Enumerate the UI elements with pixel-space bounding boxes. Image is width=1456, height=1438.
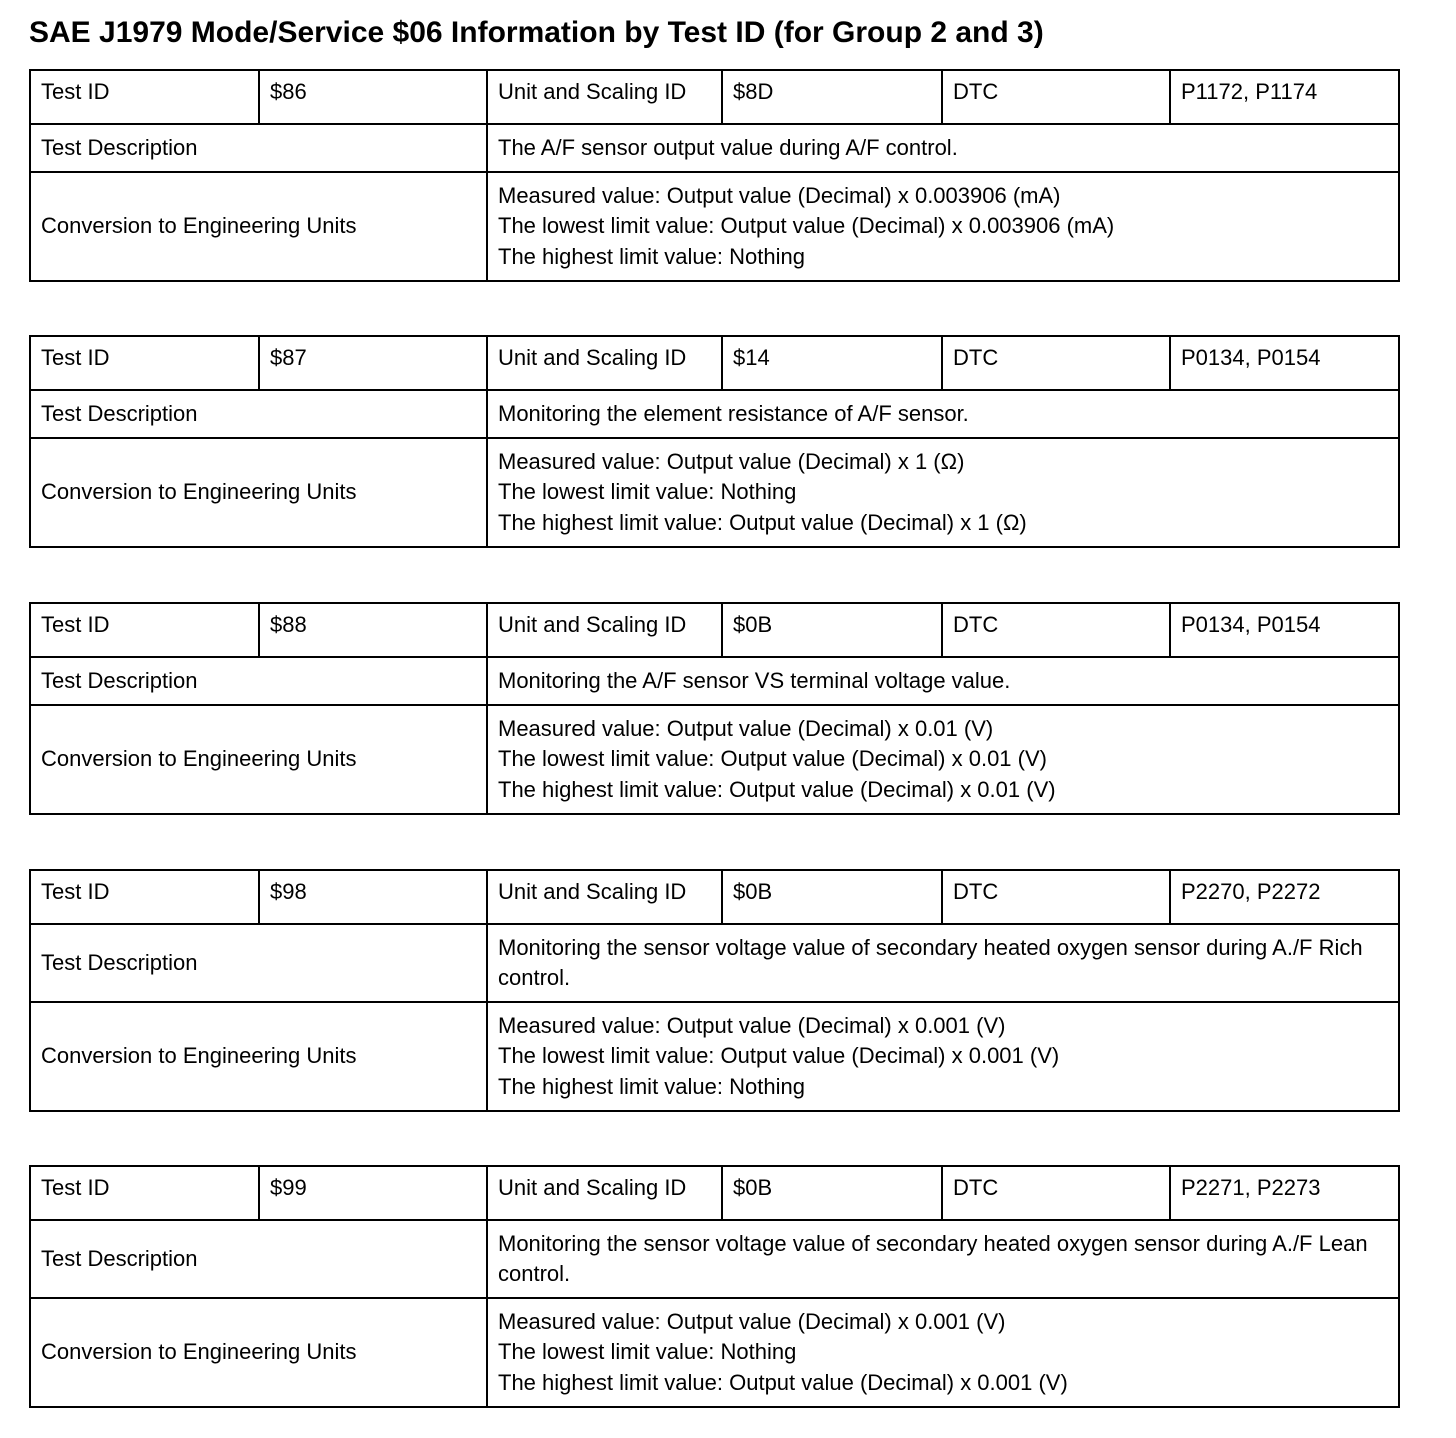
test-id-table bbox=[29, 335, 1400, 548]
conversion-label: Conversion to Engineering Units bbox=[30, 438, 487, 547]
conversion-line: The lowest limit value: Output value (Decimal) x 0.001 (V) bbox=[498, 1043, 1060, 1069]
header-row bbox=[30, 1166, 1399, 1220]
conversion-label: Conversion to Engineering Units bbox=[30, 1298, 487, 1407]
conversion-line: Measured value: Output value (Decimal) x 0.001 (V) bbox=[498, 1012, 1006, 1038]
conversion-row bbox=[30, 1298, 1399, 1407]
conversion-value bbox=[487, 705, 1399, 814]
test-description-value: Monitoring the sensor voltage value of secondary heated oxygen sensor during A./F Rich control. bbox=[487, 924, 1399, 1002]
conversion-label: Conversion to Engineering Units bbox=[30, 705, 487, 814]
test-description-value: The A/F sensor output value during A/F control. bbox=[487, 124, 1399, 172]
unit-scaling-value: $14 bbox=[722, 336, 942, 390]
unit-scaling-value: $0B bbox=[722, 870, 942, 924]
dtc-label: DTC bbox=[942, 1166, 1170, 1220]
test-description-value: Monitoring the A/F sensor VS terminal voltage value. bbox=[487, 657, 1399, 705]
conversion-value bbox=[487, 438, 1399, 547]
test-description-value: Monitoring the sensor voltage value of secondary heated oxygen sensor during A./F Lean control. bbox=[487, 1220, 1399, 1298]
test-id-table bbox=[29, 869, 1400, 1112]
header-row bbox=[30, 870, 1399, 924]
unit-scaling-label: Unit and Scaling ID bbox=[487, 70, 722, 124]
conversion-line: The lowest limit value: Output value (Decimal) x 0.003906 (mA) bbox=[498, 213, 1115, 239]
test-id-value: $99 bbox=[259, 1166, 487, 1220]
test-description-label: Test Description bbox=[30, 1220, 487, 1298]
test-id-label: Test ID bbox=[30, 870, 259, 924]
test-id-label: Test ID bbox=[30, 336, 259, 390]
conversion-line: The highest limit value: Output value (Decimal) x 0.001 (V) bbox=[498, 1369, 1068, 1395]
header-row bbox=[30, 70, 1399, 124]
page-title: SAE J1979 Mode/Service $06 Information by Test ID (for Group 2 and 3) bbox=[29, 16, 1044, 49]
dtc-value: P0134, P0154 bbox=[1170, 336, 1399, 390]
test-id-table bbox=[29, 69, 1400, 282]
conversion-label: Conversion to Engineering Units bbox=[30, 1002, 487, 1111]
test-id-label: Test ID bbox=[30, 1166, 259, 1220]
test-description-label: Test Description bbox=[30, 657, 487, 705]
test-description-value: Monitoring the element resistance of A/F sensor. bbox=[487, 390, 1399, 438]
dtc-value: P0134, P0154 bbox=[1170, 603, 1399, 657]
conversion-value bbox=[487, 1002, 1399, 1111]
dtc-label: DTC bbox=[942, 603, 1170, 657]
conversion-line: The lowest limit value: Nothing bbox=[498, 1339, 797, 1365]
dtc-value: P2271, P2273 bbox=[1170, 1166, 1399, 1220]
test-description-label: Test Description bbox=[30, 390, 487, 438]
test-id-table bbox=[29, 1165, 1400, 1408]
header-row bbox=[30, 603, 1399, 657]
description-row bbox=[30, 1220, 1399, 1298]
test-description-label: Test Description bbox=[30, 924, 487, 1002]
test-id-table bbox=[29, 602, 1400, 815]
conversion-line: Measured value: Output value (Decimal) x 0.01 (V) bbox=[498, 715, 994, 741]
dtc-label: DTC bbox=[942, 870, 1170, 924]
test-id-value: $98 bbox=[259, 870, 487, 924]
conversion-line: Measured value: Output value (Decimal) x 0.003906 (mA) bbox=[498, 182, 1061, 208]
conversion-line: The highest limit value: Nothing bbox=[498, 243, 805, 269]
unit-scaling-value: $0B bbox=[722, 603, 942, 657]
dtc-label: DTC bbox=[942, 70, 1170, 124]
conversion-line: Measured value: Output value (Decimal) x 0.001 (V) bbox=[498, 1308, 1006, 1334]
unit-scaling-label: Unit and Scaling ID bbox=[487, 336, 722, 390]
test-id-label: Test ID bbox=[30, 603, 259, 657]
test-id-value: $86 bbox=[259, 70, 487, 124]
unit-scaling-label: Unit and Scaling ID bbox=[487, 603, 722, 657]
description-row bbox=[30, 124, 1399, 172]
test-id-value: $87 bbox=[259, 336, 487, 390]
description-row bbox=[30, 657, 1399, 705]
conversion-line: The highest limit value: Output value (Decimal) x 1 (Ω) bbox=[498, 509, 1027, 535]
conversion-line: The highest limit value: Nothing bbox=[498, 1073, 805, 1099]
conversion-value bbox=[487, 1298, 1399, 1407]
unit-scaling-value: $8D bbox=[722, 70, 942, 124]
dtc-value: P2270, P2272 bbox=[1170, 870, 1399, 924]
description-row bbox=[30, 390, 1399, 438]
unit-scaling-label: Unit and Scaling ID bbox=[487, 1166, 722, 1220]
conversion-line: The highest limit value: Output value (Decimal) x 0.01 (V) bbox=[498, 776, 1056, 802]
conversion-label: Conversion to Engineering Units bbox=[30, 172, 487, 281]
conversion-row bbox=[30, 705, 1399, 814]
dtc-label: DTC bbox=[942, 336, 1170, 390]
test-id-value: $88 bbox=[259, 603, 487, 657]
unit-scaling-value: $0B bbox=[722, 1166, 942, 1220]
conversion-line: The lowest limit value: Nothing bbox=[498, 479, 797, 505]
test-description-label: Test Description bbox=[30, 124, 487, 172]
description-row bbox=[30, 924, 1399, 1002]
conversion-line: Measured value: Output value (Decimal) x 1 (Ω) bbox=[498, 448, 965, 474]
conversion-row bbox=[30, 1002, 1399, 1111]
header-row bbox=[30, 336, 1399, 390]
conversion-value bbox=[487, 172, 1399, 281]
test-id-label: Test ID bbox=[30, 70, 259, 124]
conversion-row bbox=[30, 438, 1399, 547]
conversion-line: The lowest limit value: Output value (Decimal) x 0.01 (V) bbox=[498, 746, 1047, 772]
unit-scaling-label: Unit and Scaling ID bbox=[487, 870, 722, 924]
dtc-value: P1172, P1174 bbox=[1170, 70, 1399, 124]
conversion-row bbox=[30, 172, 1399, 281]
